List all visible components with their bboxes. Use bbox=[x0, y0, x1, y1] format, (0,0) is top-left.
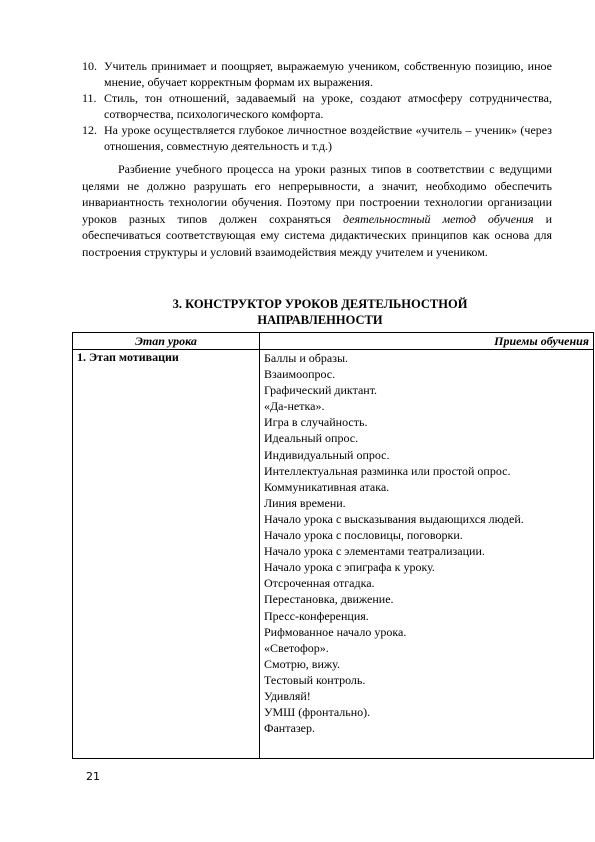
method-item: Игра в случайность. bbox=[264, 415, 368, 430]
method-item: Графический диктант. bbox=[264, 383, 378, 398]
methods-list bbox=[264, 350, 589, 736]
list-item bbox=[82, 122, 552, 154]
method-item: УМШ (фронтально). bbox=[264, 705, 371, 720]
method-item: Начало урока с эпиграфа к уроку. bbox=[264, 560, 435, 575]
method-item: Удивляй! bbox=[264, 688, 311, 703]
list-item bbox=[82, 58, 552, 90]
method-item: «Да-нетка». bbox=[264, 399, 325, 414]
paragraph-text-after: и обеспечиваться соответствующая ему система дидактических принципов как основа для построения структуры и условий взаимодействия между учителем и учеником. bbox=[82, 211, 552, 259]
method-item: Смотрю, вижу. bbox=[264, 656, 340, 671]
method-item: Линия времени. bbox=[264, 495, 346, 510]
list-item-text: На уроке осуществляется глубокое личностное воздействие «учитель – ученик» (через отношения, совместную деятельность и т.д.) bbox=[104, 123, 552, 153]
method-item: Индивидуальный опрос. bbox=[264, 447, 390, 462]
stage-cell: 1. Этап мотивации bbox=[73, 350, 260, 759]
table-row bbox=[73, 350, 594, 759]
method-item: Пресс-конференция. bbox=[264, 608, 369, 623]
list-item bbox=[82, 90, 552, 122]
method-item: Отсроченная отгадка. bbox=[264, 576, 375, 591]
list-item-text: Учитель принимает и поощряет, выражаемую учеником, собственную позицию, иное мнение, обучает корректным формам их выражения. bbox=[104, 59, 552, 89]
method-item: Идеальный опрос. bbox=[264, 431, 359, 446]
section-heading: 3. КОНСТРУКТОР УРОКОВ ДЕЯТЕЛЬНОСТНОЙ НАПРАВЛЕННОСТИ bbox=[172, 297, 468, 327]
method-item: Интеллектуальная разминка или простой опрос. bbox=[264, 463, 511, 478]
method-item: Тестовый контроль. bbox=[264, 672, 366, 687]
list-item-text: Стиль, тон отношений, задаваемый на уроке, создают атмосферу сотрудничества, сотворчества, психологического комфорта. bbox=[104, 91, 552, 121]
column-header-stage: Этап урока bbox=[73, 333, 260, 350]
method-item: Начало урока с высказывания выдающихся людей. bbox=[264, 511, 524, 526]
criteria-list bbox=[82, 58, 552, 154]
method-item: «Светофор». bbox=[264, 640, 329, 655]
lesson-constructor-table bbox=[72, 332, 594, 759]
list-item-number: 12. bbox=[82, 123, 97, 137]
body-paragraph bbox=[82, 161, 552, 260]
column-header-methods: Приемы обучения bbox=[260, 333, 594, 350]
method-item: Начало урока с пословицы, поговорки. bbox=[264, 528, 463, 543]
table-header-row bbox=[73, 333, 594, 350]
method-item: Начало урока с элементами театрализации. bbox=[264, 544, 485, 559]
method-item: Взаимоопрос. bbox=[264, 367, 336, 382]
method-item: Баллы и образы. bbox=[264, 351, 349, 365]
list-item-number: 11. bbox=[82, 91, 97, 105]
method-item: Фантазер. bbox=[264, 721, 316, 736]
method-item: Перестановка, движение. bbox=[264, 592, 394, 607]
paragraph-emphasis: деятельностный метод обучения bbox=[342, 211, 534, 226]
page-number: 21 bbox=[86, 770, 100, 783]
paragraph-text-before: Разбиение учебного процесса на уроки разных типов в соответствии с ведущими целями не должно разрушать его непрерывности, а значит, необходимо обеспечить инвариантность технологии обучения. Поэтому при построении технологии организации уроков разных типов должен сохраняться bbox=[82, 162, 552, 226]
method-item: Коммуникативная атака. bbox=[264, 479, 390, 494]
list-item-number: 10. bbox=[82, 59, 97, 73]
method-item: Рифмованное начало урока. bbox=[264, 624, 407, 639]
methods-cell bbox=[260, 350, 594, 759]
